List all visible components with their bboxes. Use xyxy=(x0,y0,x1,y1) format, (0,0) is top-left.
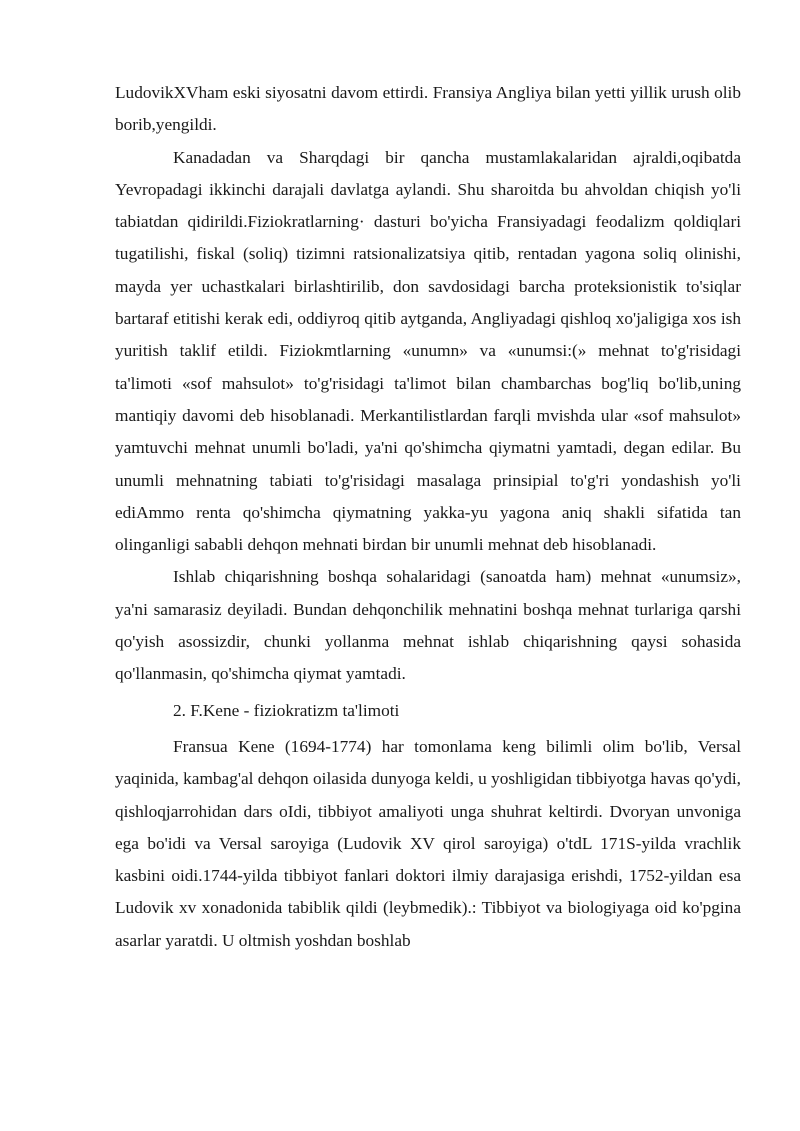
paragraph-physiocrats: Kanadadan va Sharqdagi bir qancha mustamlakalaridan ajraldi,oqibatda Yevropadagi ikkinchi darajali davlatga aylandi. Shu sharoitda bu ahvoldan chiqish yo'li tabiatdan qidirildi.Fiziokratlarning· dasturi bo'yicha Fransiyadagi feodalizm qoldiqlari tugatilishi, fiskal (soliq) tizimni ratsionalizatsiya qitib, rentadan yagona soliq olinishi, mayda yer uchastkalari birlashtirilib, don savdosidagi barcha proteksionistik to'siqlar bartaraf etitishi kerak edi, oddiyroq qitib aytganda, Angliyadagi qishloq xo'jaligiga xos ish yuritish taklif etildi. Fiziokmtlarning «unumn» va «unumsi:(» mehnat to'g'risidagi ta'limoti «sof mahsulot» to'g'risidagi ta'limot bilan chambarchas bog'liq bo'lib,uning mantiqiy davomi deb hisoblanadi. Merkantilistlardan farqli mvishda ular «sof mahsulot» yamtuvchi mehnat unumli bo'ladi, ya'ni qo'shimcha qiymatni yamtadi, degan edilar. Bu unumli mehnatning tabiati to'g'risidagi masalaga prinsipial to'g'ri yondashish yo'li ediAmmo renta qo'shimcha qiymatning yakka-yu yagona aniq shakli sifatida tan olinganligi sababli dehqon mehnati birdan bir unumli mehnat deb hisoblanadi. xyxy=(115,147,741,555)
paragraph-unproductive-labor: Ishlab chiqarishning boshqa sohalaridagi (sanoatda ham) mehnat «unumsiz», ya'ni samarasiz deyiladi. Bundan dehqonchilik mehnatini boshqa mehnat turlariga qarshi qo'yish asossizdir, chunki yollanma mehnat ishlab chiqarishning qaysi sohasida qo'llanmasin, qo'shimcha qiymat yamtadi. xyxy=(115,567,741,684)
section-heading: 2. F.Kene - fiziokratizm ta'limoti xyxy=(173,700,400,720)
paragraph-continuation: LudovikXVham eski siyosatni davom ettirdi. Fransiya Angliya bilan yetti yillik urush olib borib,yengildi. xyxy=(115,83,741,135)
paragraph-kene-biography: Fransua Kene (1694-1774) har tomonlama keng bilimli olim bo'lib, Versal yaqinida, kambag'al dehqon oilasida dunyoga keldi, u yoshligidan tibbiyotga havas qo'ydi, qishloqjarrohidan dars oIdi, tibbiyot amaliyoti unga shuhrat keltirdi. Dvoryan unvoniga ega bo'idi va Versal saroyiga (Ludovik XV qirol saroyiga) o'tdL 171S-yilda vrachlik kasbini oidi.1744-yilda tibbiyot fanlari doktori ilmiy darajasiga erishdi, 1752-yildan esa Ludovik xv xonadonida tabiblik qildi (leybmedik).: Tibbiyot va biologiyaga oid ko'pgina asarlar yaratdi. U oltmish yoshdan boshlab xyxy=(115,736,741,950)
document-body xyxy=(115,77,741,957)
